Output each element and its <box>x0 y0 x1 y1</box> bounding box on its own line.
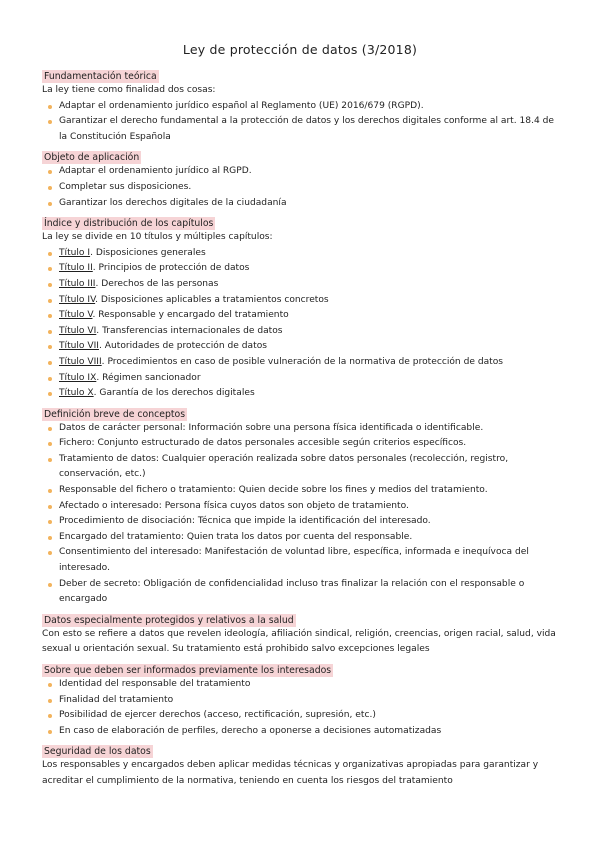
title-link[interactable]: Título II <box>59 263 93 274</box>
list-item <box>42 530 562 546</box>
bullet-list <box>42 99 562 146</box>
list-item <box>42 452 562 483</box>
bullet-dot-icon <box>48 267 52 271</box>
title-link[interactable]: Título I <box>59 247 91 258</box>
list-item <box>42 261 562 277</box>
list-item <box>42 196 562 212</box>
bullet-dot-icon <box>48 314 52 318</box>
bullet-dot-icon <box>48 283 52 287</box>
list-item <box>42 114 562 145</box>
list-item <box>42 483 562 499</box>
list-item-text: Garantizar el derecho fundamental a la protección de datos y los derechos digitales conforme al art. 18.4 de la Constitución Española <box>59 116 555 142</box>
title-link[interactable]: Título V <box>59 310 93 321</box>
list-item <box>42 180 562 196</box>
list-item-text: . Garantía de los derechos digitales <box>93 388 255 399</box>
section <box>42 64 562 145</box>
bullet-dot-icon <box>48 583 52 587</box>
section-heading: Sobre que deben ser informados previamente los interesados <box>44 665 332 676</box>
document-title: Ley de protección de datos (3/2018) <box>182 42 418 57</box>
bullet-list <box>42 164 562 211</box>
bullet-list <box>42 246 562 402</box>
bullet-dot-icon <box>48 714 52 718</box>
list-item <box>42 421 562 437</box>
list-item-text: Finalidad del tratamiento <box>59 694 174 705</box>
list-item-text: Identidad del responsable del tratamiento <box>59 679 251 689</box>
bullet-dot-icon <box>48 186 52 190</box>
list-item <box>42 577 562 608</box>
section <box>42 658 562 739</box>
bullet-list <box>42 421 562 608</box>
bullet-dot-icon <box>48 683 52 687</box>
section <box>42 608 562 658</box>
list-item <box>42 545 562 576</box>
list-item-text: . Disposiciones generales <box>90 247 206 258</box>
list-item-text: Adaptar el ordenamiento jurídico al RGPD. <box>59 166 252 177</box>
section-paragraph: La ley se divide en 10 títulos y múltiples capítulos: <box>42 232 273 243</box>
list-item-text: Responsable del fichero o tratamiento: Quien decide sobre los fines y medios del tratamiento. <box>59 485 488 496</box>
list-item-text: En caso de elaboración de perfiles, derecho a oponerse a decisiones automatizadas <box>59 725 442 736</box>
title-link[interactable]: Título VI <box>59 325 97 336</box>
bullet-dot-icon <box>48 330 52 334</box>
title-link[interactable]: Título VII <box>59 341 99 352</box>
list-item-text: Consentimiento del interesado: Manifestación de voluntad libre, específica, informada e inequívoca del interesado. <box>59 547 529 574</box>
list-item <box>42 693 562 709</box>
list-item <box>42 246 562 262</box>
list-item <box>42 371 562 387</box>
list-item-text: . Principios de protección de datos <box>92 263 250 274</box>
section <box>42 402 562 608</box>
list-item-text: . Disposiciones aplicables a tratamientos concretos <box>95 294 329 305</box>
list-item-text: Fichero: Conjunto estructurado de datos personales accesible según criterios específicos. <box>59 438 467 449</box>
section <box>42 145 562 211</box>
title-link[interactable]: Título VIII <box>59 356 102 367</box>
bullet-dot-icon <box>48 105 52 109</box>
list-item <box>42 724 562 740</box>
section-heading: Datos especialmente protegidos y relativos a la salud <box>44 614 294 626</box>
list-item-text: Afectado o interesado: Persona física cuyos datos son objeto de tratamiento. <box>59 500 409 511</box>
bullet-dot-icon <box>48 377 52 381</box>
bullet-dot-icon <box>48 458 52 462</box>
bullet-dot-icon <box>48 489 52 493</box>
list-item-text: . Procedimientos en caso de posible vulneración de la normativa de protección de datos <box>101 356 504 367</box>
list-item-text: Encargado del tratamiento: Quien trata los datos por cuenta del responsable. <box>59 531 413 542</box>
list-item-text: Adaptar el ordenamiento jurídico español al Reglamento (UE) 2016/679 (RGPD). <box>59 100 424 111</box>
section-heading: Objeto de aplicación <box>44 152 140 164</box>
list-item-text: Deber de secreto: Obligación de confidencialidad incluso tras finalizar la relación con el responsable o encargado <box>59 578 525 605</box>
section-heading: Índice y distribución de los capítulos <box>44 218 214 230</box>
title-link[interactable]: Título IV <box>59 294 96 305</box>
bullet-dot-icon <box>48 699 52 703</box>
list-item-text: . Derechos de las personas <box>95 278 219 289</box>
section-paragraph: Con esto se refiere a datos que revelen ideología, afiliación sindical, religión, creencias, origen racial, salud, vida sexual u orientación sexual. Su tratamiento está prohibido salvo excepciones legales <box>42 628 556 655</box>
list-item <box>42 339 562 355</box>
bullet-dot-icon <box>48 551 52 555</box>
section <box>42 211 562 402</box>
list-item <box>42 499 562 515</box>
bullet-dot-icon <box>48 427 52 431</box>
title-link[interactable]: Título III <box>59 278 96 289</box>
list-item-text: Completar sus disposiciones. <box>59 181 192 192</box>
bullet-dot-icon <box>48 252 52 256</box>
list-item-text: . Autoridades de protección de datos <box>98 341 267 352</box>
bullet-dot-icon <box>48 120 52 124</box>
section-paragraph: La ley tiene como finalidad dos cosas: <box>42 85 216 95</box>
bullet-dot-icon <box>48 536 52 540</box>
title-link[interactable]: Título IX <box>59 372 97 383</box>
section-heading: Seguridad de los datos <box>44 746 151 758</box>
list-item <box>42 355 562 371</box>
list-item <box>42 324 562 340</box>
bullet-dot-icon <box>48 442 52 446</box>
list-item <box>42 708 562 724</box>
section <box>42 739 562 789</box>
bullet-dot-icon <box>48 299 52 303</box>
list-item-text: . Régimen sancionador <box>96 372 201 383</box>
bullet-dot-icon <box>48 392 52 396</box>
list-item-text: . Responsable y encargado del tratamiento <box>92 310 289 321</box>
list-item-text: Datos de carácter personal: Información sobre una persona física identificada o identificable. <box>59 422 484 433</box>
list-item <box>42 386 562 402</box>
bullet-dot-icon <box>48 202 52 206</box>
bullet-dot-icon <box>48 361 52 365</box>
list-item-text: Procedimiento de disociación: Técnica que impide la identificación del interesado. <box>59 516 431 527</box>
list-item <box>42 99 562 115</box>
list-item <box>42 514 562 530</box>
bullet-dot-icon <box>48 730 52 734</box>
bullet-dot-icon <box>48 170 52 174</box>
list-item-text: Tratamiento de datos: Cualquier operación realizada sobre datos personales (recolección, registro, conservación, etc.) <box>59 453 509 480</box>
list-item <box>42 308 562 324</box>
list-item <box>42 436 562 452</box>
list-item-text: Garantizar los derechos digitales de la ciudadanía <box>59 197 287 208</box>
list-item <box>42 293 562 309</box>
bullet-dot-icon <box>48 345 52 349</box>
document-content <box>42 64 562 790</box>
list-item <box>42 164 562 180</box>
bullet-dot-icon <box>48 505 52 509</box>
list-item <box>42 677 562 693</box>
section-paragraph: Los responsables y encargados deben aplicar medidas técnicas y organizativas apropiadas para garantizar y acreditar el cumplimiento de la normativa, teniendo en cuenta los riesgos del tratamiento <box>42 760 539 786</box>
bullet-dot-icon <box>48 520 52 524</box>
title-link[interactable]: Título X <box>59 388 94 399</box>
list-item <box>42 277 562 293</box>
list-item-text: Posibilidad de ejercer derechos (acceso, rectificación, supresión, etc.) <box>59 710 376 721</box>
section-heading: Definición breve de conceptos <box>44 408 186 420</box>
section-heading: Fundamentación teórica <box>44 71 157 82</box>
bullet-list <box>42 677 562 739</box>
list-item-text: . Transferencias internacionales de datos <box>96 325 283 336</box>
